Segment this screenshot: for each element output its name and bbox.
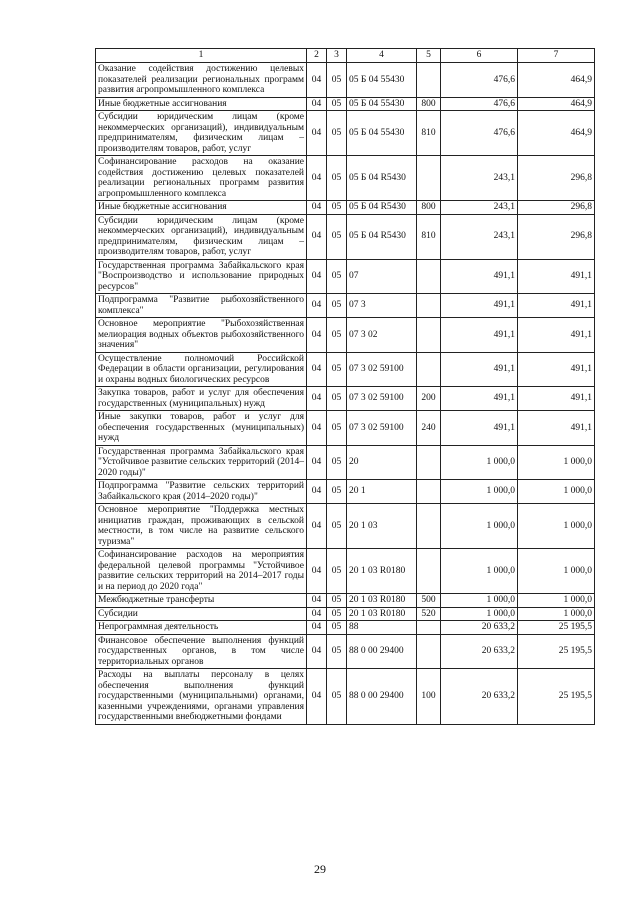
amount-year2-cell: 25 195,5 (518, 634, 595, 669)
target-article-cell: 88 0 00 29400 (347, 634, 417, 669)
section-code-cell: 04 (307, 318, 327, 353)
target-article-cell: 20 1 03 (347, 504, 417, 549)
item-name-cell: Непрограммная деятельность (96, 621, 307, 635)
subsection-code-cell: 05 (327, 445, 347, 480)
section-code-cell: 04 (307, 669, 327, 725)
header-cell: 2 (307, 49, 327, 63)
target-article-cell: 20 1 03 R0180 (347, 607, 417, 621)
table-row (96, 669, 595, 725)
table-row (96, 294, 595, 318)
item-name-cell: Осуществление полномочий Российской Федерации в области организации, регулирования и охраны водных биологических ресурсов (96, 352, 307, 387)
target-article-cell: 88 (347, 621, 417, 635)
section-code-cell: 04 (307, 201, 327, 215)
amount-year2-cell: 491,1 (518, 294, 595, 318)
item-name-cell: Расходы на выплаты персоналу в целях обеспечения выполнения функций государственными (муниципальными) органами, казенными учреждениями, органами управления государственными внебюджетными фондами (96, 669, 307, 725)
amount-year2-cell: 1 000,0 (518, 594, 595, 608)
amount-year2-cell: 1 000,0 (518, 480, 595, 504)
table-row (96, 156, 595, 201)
subsection-code-cell: 05 (327, 387, 347, 411)
table-row (96, 634, 595, 669)
section-code-cell: 04 (307, 634, 327, 669)
item-name-cell: Иные бюджетные ассигнования (96, 97, 307, 111)
table-row (96, 549, 595, 594)
target-article-cell: 07 3 02 59100 (347, 411, 417, 446)
amount-year1-cell: 476,6 (441, 111, 518, 156)
target-article-cell: 20 (347, 445, 417, 480)
table-row (96, 201, 595, 215)
target-article-cell: 07 3 (347, 294, 417, 318)
item-name-cell: Софинансирование расходов на мероприятия федеральной целевой программы "Устойчивое развитие сельских территорий на 2014–2017 годы и на период до 2020 года" (96, 549, 307, 594)
target-article-cell: 07 3 02 59100 (347, 387, 417, 411)
amount-year1-cell: 243,1 (441, 214, 518, 259)
amount-year2-cell: 491,1 (518, 318, 595, 353)
item-name-cell: Подпрограмма "Развитие сельских территорий Забайкальского края (2014–2020 годы)" (96, 480, 307, 504)
section-code-cell: 04 (307, 294, 327, 318)
table-row (96, 445, 595, 480)
item-name-cell: Государственная программа Забайкальского края "Воспроизводство и использование природных ресурсов" (96, 259, 307, 294)
amount-year2-cell: 464,9 (518, 63, 595, 98)
item-name-cell: Основное мероприятие "Рыбохозяйственная мелиорация водных объектов рыбохозяйственного значения" (96, 318, 307, 353)
amount-year1-cell: 1 000,0 (441, 445, 518, 480)
expense-type-cell (417, 504, 441, 549)
subsection-code-cell: 05 (327, 549, 347, 594)
subsection-code-cell: 05 (327, 669, 347, 725)
amount-year1-cell: 491,1 (441, 294, 518, 318)
subsection-code-cell: 05 (327, 594, 347, 608)
section-code-cell: 04 (307, 214, 327, 259)
item-name-cell: Оказание содействия достижению целевых показателей реализации региональных программ развития агропромышленного комплекса (96, 63, 307, 98)
item-name-cell: Субсидии юридическим лицам (кроме некоммерческих организаций), индивидуальным предпринимателям, физическим лицам – производителям товаров, работ, услуг (96, 111, 307, 156)
amount-year2-cell: 1 000,0 (518, 504, 595, 549)
section-code-cell: 04 (307, 63, 327, 98)
expense-type-cell: 800 (417, 201, 441, 215)
amount-year1-cell: 243,1 (441, 201, 518, 215)
target-article-cell: 88 0 00 29400 (347, 669, 417, 725)
target-article-cell: 20 1 (347, 480, 417, 504)
expense-type-cell: 800 (417, 97, 441, 111)
target-article-cell: 05 Б 04 55430 (347, 97, 417, 111)
expense-type-cell (417, 294, 441, 318)
subsection-code-cell: 05 (327, 504, 347, 549)
amount-year1-cell: 20 633,2 (441, 621, 518, 635)
amount-year2-cell: 1 000,0 (518, 549, 595, 594)
expense-type-cell (417, 318, 441, 353)
expense-type-cell: 500 (417, 594, 441, 608)
section-code-cell: 04 (307, 445, 327, 480)
table-row (96, 594, 595, 608)
subsection-code-cell: 05 (327, 63, 347, 98)
subsection-code-cell: 05 (327, 111, 347, 156)
expense-type-cell (417, 634, 441, 669)
target-article-cell: 20 1 03 R0180 (347, 594, 417, 608)
table-row (96, 97, 595, 111)
section-code-cell: 04 (307, 549, 327, 594)
amount-year1-cell: 20 633,2 (441, 669, 518, 725)
table-row (96, 111, 595, 156)
header-cell: 4 (347, 49, 417, 63)
amount-year1-cell: 1 000,0 (441, 549, 518, 594)
expense-type-cell (417, 621, 441, 635)
amount-year2-cell: 464,9 (518, 97, 595, 111)
amount-year1-cell: 1 000,0 (441, 594, 518, 608)
expense-type-cell (417, 352, 441, 387)
amount-year1-cell: 476,6 (441, 97, 518, 111)
amount-year2-cell: 25 195,5 (518, 621, 595, 635)
section-code-cell: 04 (307, 504, 327, 549)
amount-year1-cell: 491,1 (441, 318, 518, 353)
amount-year1-cell: 476,6 (441, 63, 518, 98)
section-code-cell: 04 (307, 480, 327, 504)
item-name-cell: Субсидии юридическим лицам (кроме некоммерческих организаций), индивидуальным предпринимателям, физическим лицам – производителям товаров, работ, услуг (96, 214, 307, 259)
header-cell: 7 (518, 49, 595, 63)
section-code-cell: 04 (307, 594, 327, 608)
target-article-cell: 07 3 02 59100 (347, 352, 417, 387)
amount-year2-cell: 296,8 (518, 156, 595, 201)
target-article-cell: 05 Б 04 R5430 (347, 214, 417, 259)
item-name-cell: Основное мероприятие "Поддержка местных инициатив граждан, проживающих в сельской местности, в том числе на развитие сельского туризма" (96, 504, 307, 549)
section-code-cell: 04 (307, 621, 327, 635)
subsection-code-cell: 05 (327, 480, 347, 504)
amount-year1-cell: 491,1 (441, 411, 518, 446)
table-row (96, 411, 595, 446)
section-code-cell: 04 (307, 111, 327, 156)
item-name-cell: Иные бюджетные ассигнования (96, 201, 307, 215)
target-article-cell: 07 3 02 (347, 318, 417, 353)
expense-type-cell: 810 (417, 111, 441, 156)
item-name-cell: Софинансирование расходов на оказание содействия достижению целевых показателей реализации региональных программ развития агропромышленного комплекса (96, 156, 307, 201)
subsection-code-cell: 05 (327, 607, 347, 621)
amount-year1-cell: 20 633,2 (441, 634, 518, 669)
subsection-code-cell: 05 (327, 294, 347, 318)
item-name-cell: Финансовое обеспечение выполнения функций государственных органов, в том числе территориальных органов (96, 634, 307, 669)
expense-type-cell (417, 480, 441, 504)
expense-type-cell: 200 (417, 387, 441, 411)
table-row (96, 318, 595, 353)
amount-year1-cell: 1 000,0 (441, 607, 518, 621)
amount-year2-cell: 491,1 (518, 387, 595, 411)
expense-type-cell: 100 (417, 669, 441, 725)
expense-type-cell: 240 (417, 411, 441, 446)
subsection-code-cell: 05 (327, 621, 347, 635)
header-cell: 5 (417, 49, 441, 63)
expense-type-cell: 810 (417, 214, 441, 259)
expense-type-cell (417, 156, 441, 201)
subsection-code-cell: 05 (327, 97, 347, 111)
expense-type-cell (417, 445, 441, 480)
amount-year2-cell: 296,8 (518, 214, 595, 259)
table-row (96, 214, 595, 259)
section-code-cell: 04 (307, 352, 327, 387)
amount-year1-cell: 243,1 (441, 156, 518, 201)
section-code-cell: 04 (307, 156, 327, 201)
item-name-cell: Государственная программа Забайкальского края "Устойчивое развитие сельских территорий (2014–2020 годы)" (96, 445, 307, 480)
expense-type-cell (417, 259, 441, 294)
section-code-cell: 04 (307, 97, 327, 111)
expense-type-cell (417, 63, 441, 98)
expense-type-cell (417, 549, 441, 594)
amount-year2-cell: 25 195,5 (518, 669, 595, 725)
item-name-cell: Подпрограмма "Развитие рыбохозяйственного комплекса" (96, 294, 307, 318)
subsection-code-cell: 05 (327, 201, 347, 215)
amount-year2-cell: 1 000,0 (518, 445, 595, 480)
target-article-cell: 07 (347, 259, 417, 294)
item-name-cell: Субсидии (96, 607, 307, 621)
table-row (96, 480, 595, 504)
amount-year1-cell: 491,1 (441, 387, 518, 411)
item-name-cell: Межбюджетные трансферты (96, 594, 307, 608)
subsection-code-cell: 05 (327, 259, 347, 294)
table-row (96, 352, 595, 387)
item-name-cell: Закупка товаров, работ и услуг для обеспечения государственных (муниципальных) нужд (96, 387, 307, 411)
subsection-code-cell: 05 (327, 634, 347, 669)
header-cell: 1 (96, 49, 307, 63)
amount-year2-cell: 491,1 (518, 411, 595, 446)
subsection-code-cell: 05 (327, 352, 347, 387)
section-code-cell: 04 (307, 411, 327, 446)
target-article-cell: 05 Б 04 55430 (347, 111, 417, 156)
amount-year1-cell: 1 000,0 (441, 504, 518, 549)
section-code-cell: 04 (307, 607, 327, 621)
amount-year2-cell: 491,1 (518, 352, 595, 387)
target-article-cell: 05 Б 04 55430 (347, 63, 417, 98)
section-code-cell: 04 (307, 387, 327, 411)
item-name-cell: Иные закупки товаров, работ и услуг для обеспечения государственных (муниципальных) нужд (96, 411, 307, 446)
table-header-row (96, 49, 595, 63)
header-cell: 3 (327, 49, 347, 63)
table-row (96, 63, 595, 98)
table-row (96, 607, 595, 621)
expense-type-cell: 520 (417, 607, 441, 621)
subsection-code-cell: 05 (327, 214, 347, 259)
budget-table (95, 48, 595, 725)
page-number: 29 (314, 862, 326, 876)
amount-year1-cell: 1 000,0 (441, 480, 518, 504)
amount-year2-cell: 464,9 (518, 111, 595, 156)
section-code-cell: 04 (307, 259, 327, 294)
subsection-code-cell: 05 (327, 156, 347, 201)
amount-year2-cell: 1 000,0 (518, 607, 595, 621)
target-article-cell: 20 1 03 R0180 (347, 549, 417, 594)
amount-year2-cell: 296,8 (518, 201, 595, 215)
amount-year2-cell: 491,1 (518, 259, 595, 294)
target-article-cell: 05 Б 04 R5430 (347, 156, 417, 201)
subsection-code-cell: 05 (327, 411, 347, 446)
table-row (96, 387, 595, 411)
table-row (96, 621, 595, 635)
subsection-code-cell: 05 (327, 318, 347, 353)
amount-year1-cell: 491,1 (441, 259, 518, 294)
table-row (96, 504, 595, 549)
table-row (96, 259, 595, 294)
target-article-cell: 05 Б 04 R5430 (347, 201, 417, 215)
header-cell: 6 (441, 49, 518, 63)
amount-year1-cell: 491,1 (441, 352, 518, 387)
